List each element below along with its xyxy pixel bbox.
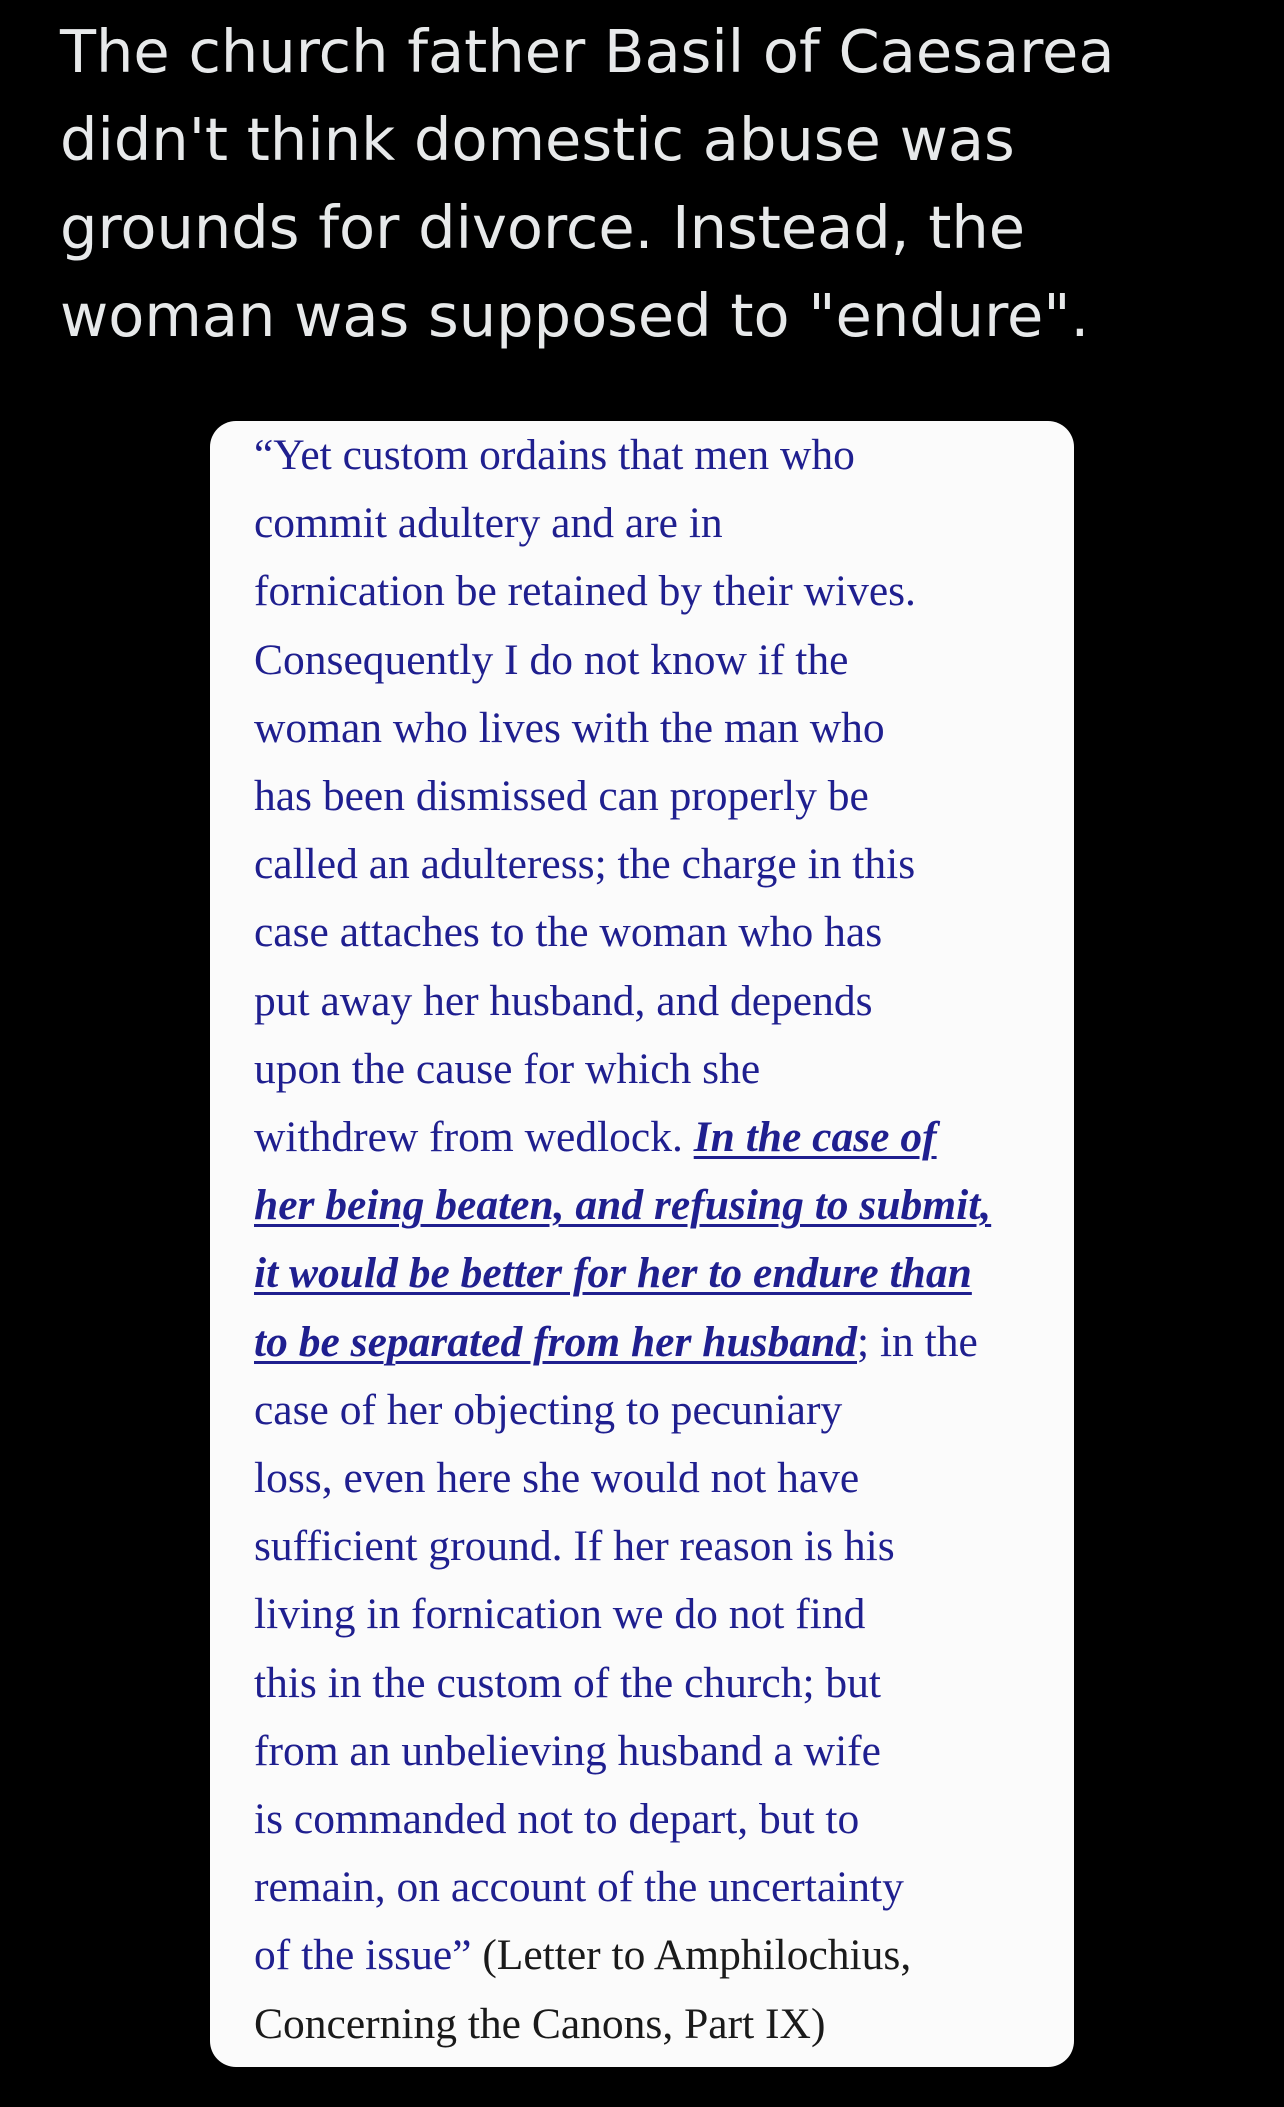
tweet-text-line: didn't think domestic abuse was [60,105,1015,174]
tweet-text-line: The church father Basil of Caesarea [60,17,1115,86]
quote-line-text: this in the custom of the church; but [254,1658,882,1707]
quote-line [254,1308,1054,1376]
quote-line [254,1990,1054,2058]
quote-line [254,694,1054,762]
quote-line [254,1649,1054,1717]
quote-line [254,1239,1054,1307]
quote-line-text: case attaches to the woman who has [254,908,883,957]
tweet-text [60,8,1240,360]
quote-line [254,489,1054,557]
quote-line [254,626,1054,694]
quote-line-text: fornication be retained by their wives. [254,567,916,616]
quote-line-text: case of her objecting to pecuniary [254,1385,843,1434]
quote-line-text: loss, even here she would not have [254,1454,860,1503]
tweet-text-line: grounds for divorce. Instead, the [60,193,1026,262]
quote-line-text: Consequently I do not know if the [254,635,849,684]
quote-line [254,557,1054,625]
quote-line-text: “Yet custom ordains that men who [254,431,855,479]
quote-line-text: sufficient ground. If her reason is his [254,1522,895,1571]
quote-line-text: commit adultery and are in [254,499,723,548]
quote-line [254,967,1054,1035]
quote-line [254,830,1054,898]
quote-image-card[interactable] [210,421,1074,2067]
quote-line-text: called an adulteress; the charge in this [254,840,916,889]
quote-line [254,1717,1054,1785]
citation-text: Concerning the Canons, Part IX) [254,1999,826,2048]
quote-line-text: has been dismissed can properly be [254,772,869,821]
quote-line-text: is commanded not to depart, but to [254,1795,860,1844]
quote-line [254,1512,1054,1580]
quote-line-text: withdrew from wedlock. [254,1113,694,1162]
quote-line [254,1103,1054,1171]
quote-line [254,1785,1054,1853]
emphasized-quote-text: her being beaten, and refusing to submit, [254,1181,992,1230]
tweet-text-line: woman was supposed to "endure". [60,281,1090,350]
quote-line [254,1853,1054,1921]
quote-line [254,1035,1054,1103]
quote-line [254,1376,1054,1444]
quote-line-text: living in fornication we do not find [254,1590,866,1639]
citation-text: (Letter to Amphilochius, [471,1931,912,1980]
emphasized-quote-text: to be separated from her husband [254,1317,858,1366]
quote-line [254,1580,1054,1648]
quote-line-text: of the issue” [254,1931,472,1980]
quote-line-text: remain, on account of the uncertainty [254,1863,904,1912]
quote-line-text: upon the cause for which she [254,1044,761,1093]
quote-line [254,421,1054,489]
quote-line [254,1921,1054,1989]
quote-line [254,1444,1054,1512]
quote-line-text: woman who lives with the man who [254,703,885,752]
quote-line-text: from an unbelieving husband a wife [254,1726,881,1775]
quote-line [254,762,1054,830]
quote-line-text: put away her husband, and depends [254,976,873,1025]
quote-text [254,421,1054,2058]
quote-line [254,1171,1054,1239]
emphasized-quote-text: In the case of [693,1113,937,1162]
quote-line [254,898,1054,966]
emphasized-quote-text: it would be better for her to endure than [254,1249,972,1298]
quote-line-text: ; in the [857,1317,978,1366]
